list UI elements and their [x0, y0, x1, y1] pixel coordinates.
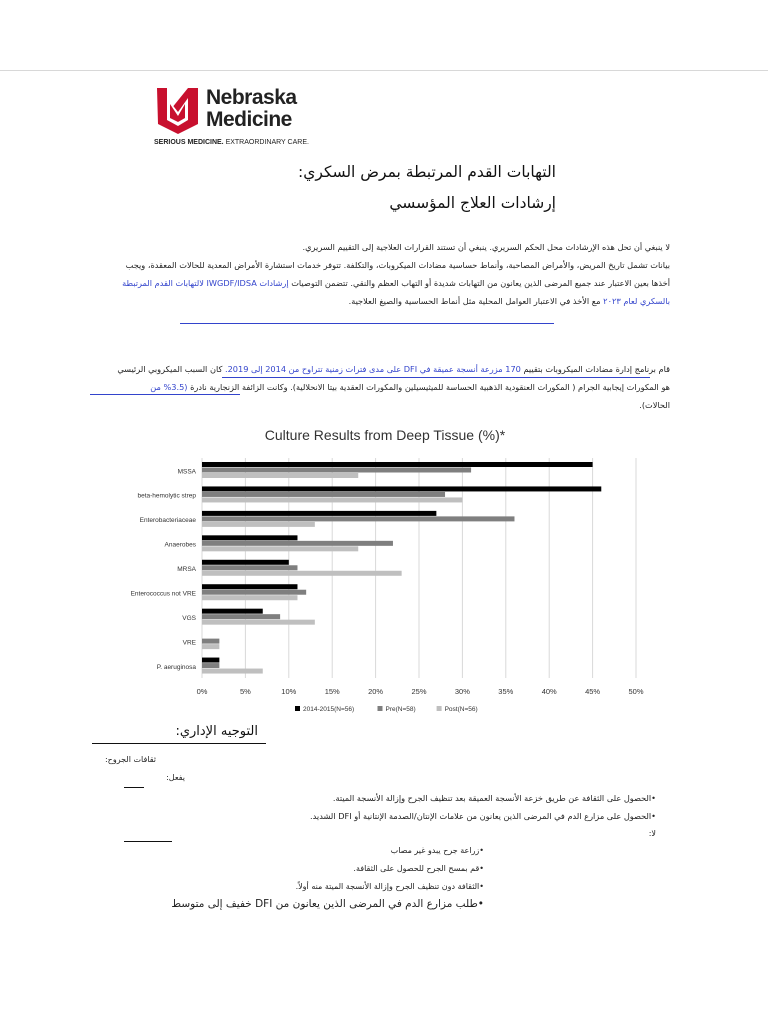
- chart-bar: [202, 644, 219, 649]
- do-item-1: •الحصول على الثقافة عن طريق خزعة الأنسجة العميقة بعد تنظيف الجرح وإزالة الأنسجة الميتة.: [332, 793, 656, 803]
- nebraska-medicine-logo: [154, 84, 324, 158]
- chart-tick-label: 10%: [281, 687, 297, 696]
- chart-tick-label: 35%: [498, 687, 514, 696]
- chart-bar: [202, 571, 402, 576]
- chart-legend-label: 2014-2015(N=56): [303, 706, 355, 713]
- chart-category-label: MSSA: [177, 468, 196, 476]
- logo-line2: Medicine: [206, 108, 292, 131]
- chart-tick-label: 40%: [541, 687, 557, 696]
- intro-line-2: بيانات تشمل تاريخ المريض، والأمراض المصاحبة، وأنماط حساسية مضادات الميكروبات، والتكلفة. تتوفر خدمات استشارة الأمراض المعدية للحالات المعقدة، ويجب: [125, 260, 670, 270]
- chart-category-label: beta-hemolytic strep: [137, 492, 196, 500]
- culture-results-chart: [110, 420, 660, 730]
- chart-tick-label: 50%: [628, 687, 644, 696]
- chart-category-label: MRSA: [177, 566, 196, 574]
- chart-bar: [202, 535, 297, 540]
- intro-line-4: بالسكري لعام ٢٠٢٣ مع الأخذ في الاعتبار العوامل المحلية مثل أنماط الحساسية والصيغ العلاجية.: [348, 296, 670, 306]
- study-line-1: قام برنامج إدارة مضادات الميكروبات بتقييم 170 مزرعة أنسجة عميقة في DFI على مدى فترات زمنية تتراوح من 2014 إلى 2019. كان السبب الميكروبي الرئيسي: [117, 364, 670, 374]
- chart-legend-swatch: [437, 706, 442, 711]
- guideline-link-cont[interactable]: بالسكري لعام ٢٠٢٣: [603, 296, 670, 306]
- chart-tick-label: 0%: [196, 687, 208, 696]
- chart-tick-label: 15%: [324, 687, 340, 696]
- chart-bar: [202, 658, 219, 663]
- wound-cultures-label: ثقافات الجروح:: [104, 755, 156, 764]
- dont-item-2: •قم بمسح الجرح للحصول على الثقافة.: [353, 864, 484, 873]
- chart-bar: [202, 497, 462, 502]
- study-line-3: الحالات).: [639, 400, 670, 410]
- do-underline: [124, 787, 144, 788]
- dont-item-4: •طلب مزارع الدم في المرضى الذين يعانون من DFI خفيف إلى متوسط: [171, 898, 484, 910]
- chart-title: Culture Results from Deep Tissue (%)*: [264, 427, 506, 443]
- chart-tick-label: 30%: [454, 687, 470, 696]
- chart-bar: [202, 595, 297, 600]
- link-underline: [180, 323, 554, 324]
- study-line-2: هو المكورات إيجابية الجرام ( المكورات العنقودية الذهبية الحساسة للميثيسيلين والمكورات العقدية بيتا الانحلالية). وكانت الزائفة الزنجارية نادرة (3.5% من: [150, 382, 670, 392]
- chart-bar: [202, 620, 315, 625]
- intro-line-1: لا ينبغي أن تحل هذه الإرشادات محل الحكم السريري. ينبغي أن تستند القرارات العلاجية إلى التقييم السريري.: [302, 242, 670, 252]
- dont-item-1: •زراعة جرح يبدو غير مصاب: [390, 846, 484, 855]
- study-link2-underline: [90, 394, 240, 395]
- chart-bar: [202, 486, 601, 491]
- intro-line-3: أخذها بعين الاعتبار عند جميع المرضى الذين يعانون من التهابات شديدة أو التهاب العظم والنقي. تتضمن التوصيات إرشادات IWGDF/IDSA لالتهابات القدم المرتبطة: [122, 278, 670, 288]
- chart-bar: [202, 590, 306, 595]
- logo-line1: Nebraska: [206, 86, 297, 109]
- chart-bar: [202, 639, 219, 644]
- chart-category-label: VGS: [182, 614, 196, 622]
- chart-bar: [202, 462, 593, 467]
- top-divider: [0, 70, 768, 71]
- chart-legend-swatch: [378, 706, 383, 711]
- guideline-link[interactable]: إرشادات IWGDF/IDSA لالتهابات القدم المرتبطة: [122, 278, 289, 288]
- chart-bar: [202, 473, 358, 478]
- chart-bar: [202, 565, 297, 570]
- chart-bar: [202, 609, 263, 614]
- dont-label: لا:: [648, 829, 656, 838]
- do-label: يفعل:: [166, 773, 185, 782]
- chart-category-label: VRE: [182, 639, 196, 647]
- chart-bar: [202, 663, 219, 668]
- chart-bar: [202, 492, 445, 497]
- chart-category-label: P. aeruginosa: [156, 663, 196, 671]
- logo-tagline: SERIOUS MEDICINE. EXTRAORDINARY CARE.: [154, 139, 309, 146]
- chart-tick-label: 25%: [411, 687, 427, 696]
- page-title: التهابات القدم المرتبطة بمرض السكري:: [298, 163, 556, 181]
- chart-bar: [202, 669, 263, 674]
- chart-legend-label: Post(N=56): [444, 706, 478, 713]
- chart-bar: [202, 522, 315, 527]
- chart-category-label: Enterococcus not VRE: [130, 590, 196, 598]
- chart-svg: [110, 420, 660, 730]
- chart-legend-label: Pre(N=58): [385, 706, 416, 713]
- dont-underline: [124, 841, 172, 842]
- chart-bar: [202, 584, 297, 589]
- study-link-2[interactable]: (3.5% من: [150, 382, 188, 392]
- chart-bar: [202, 560, 289, 565]
- chart-category-label: Enterobacteriaceae: [139, 517, 196, 525]
- chart-bar: [202, 468, 471, 473]
- chart-legend-swatch: [295, 706, 300, 711]
- page-subtitle: إرشادات العلاج المؤسسي: [389, 194, 556, 212]
- chart-bar: [202, 541, 393, 546]
- management-heading: التوجيه الإداري:: [175, 724, 258, 739]
- chart-category-label: Anaerobes: [164, 541, 196, 549]
- chart-tick-label: 45%: [585, 687, 601, 696]
- logo-n-mark-icon: [154, 84, 202, 134]
- do-item-2: •الحصول على مزارع الدم في المرضى الذين يعانون من علامات الإنتان/الصدمة الإنتانية أو DFI الشديد.: [310, 811, 656, 821]
- dont-item-3: •الثقافة دون تنظيف الجرح وإزالة الأنسجة الميتة منه أولاً.: [295, 882, 484, 891]
- chart-bar: [202, 516, 514, 521]
- chart-tick-label: 5%: [239, 687, 251, 696]
- chart-bar: [202, 511, 436, 516]
- heading-underline: [92, 743, 266, 744]
- chart-bar: [202, 546, 358, 551]
- chart-bar: [202, 614, 280, 619]
- chart-tick-label: 20%: [368, 687, 384, 696]
- study-link[interactable]: 170 مزرعة أنسجة عميقة في DFI على مدى فترات زمنية تتراوح من 2014 إلى 2019.: [224, 364, 521, 374]
